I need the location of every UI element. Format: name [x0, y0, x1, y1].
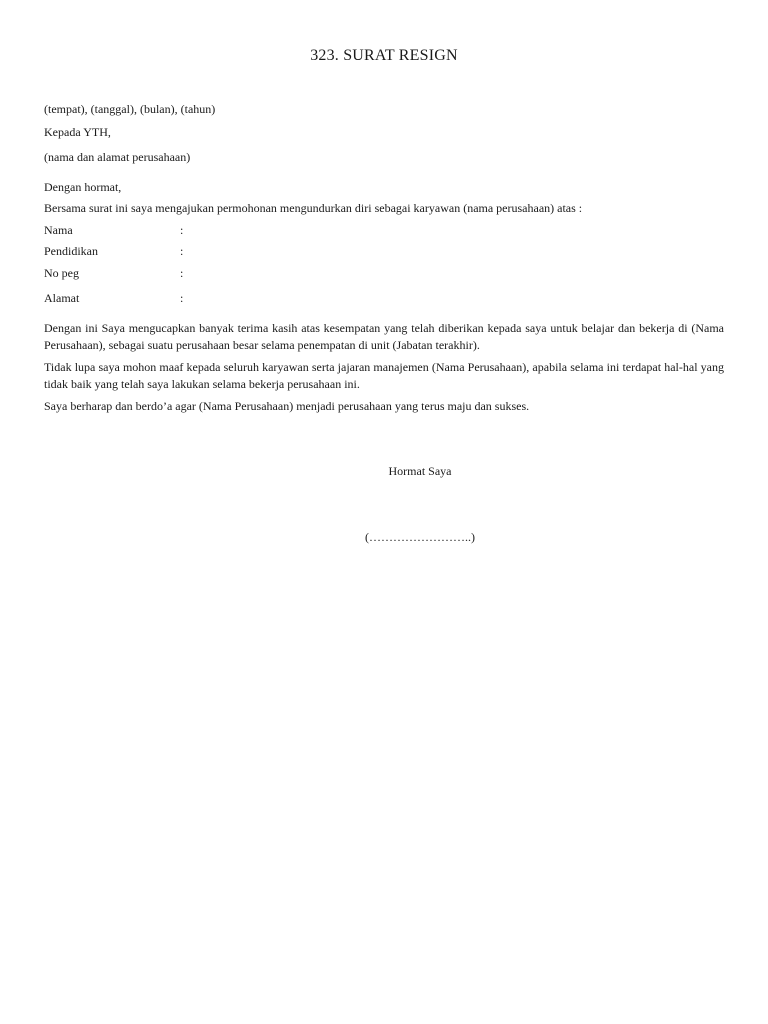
place-date-line: (tempat), (tanggal), (bulan), (tahun): [44, 102, 216, 116]
signature-placeholder: (……………………..): [365, 530, 475, 544]
company-name-address: (nama dan alamat perusahaan): [44, 150, 191, 164]
letter-title: 323. SURAT RESIGN: [310, 47, 458, 64]
paragraph-wishes: Saya berharap dan berdo’a agar (Nama Perusahaan) menjadi perusahaan yang terus maju dan sukses.: [44, 399, 530, 413]
greeting: Dengan hormat,: [44, 180, 122, 194]
field-colon-nama: :: [180, 223, 184, 237]
paragraph-apology: Tidak lupa saya mohon maaf kepada seluruh karyawan serta jajaran manajemen (Nama Perusahaan), apabila selama ini terdapat hal-hal yang tidak baik yang telah saya lakukan selama bekerja perusahaan ini.: [44, 360, 724, 391]
field-colon-pendidikan: :: [180, 244, 184, 258]
field-label-no-peg: No peg: [44, 266, 79, 280]
field-label-alamat: Alamat: [44, 291, 80, 305]
field-colon-alamat: :: [180, 291, 184, 305]
paragraph-thanks: Dengan ini Saya mengucapkan banyak terima kasih atas kesempatan yang telah diberikan kepada saya untuk belajar dan bekerja di (Nama Perusahaan), sebagai suatu perusahaan besar selama penempatan di unit (Jabatan terakhir).: [44, 321, 724, 352]
closing-regards: Hormat Saya: [388, 464, 452, 478]
field-label-pendidikan: Pendidikan: [44, 244, 98, 258]
recipient-line: Kepada YTH,: [44, 125, 111, 139]
field-label-nama: Nama: [44, 223, 73, 237]
intro-line: Bersama surat ini saya mengajukan permohonan mengundurkan diri sebagai karyawan (nama perusahaan) atas :: [44, 201, 583, 215]
field-colon-no-peg: :: [180, 266, 184, 280]
